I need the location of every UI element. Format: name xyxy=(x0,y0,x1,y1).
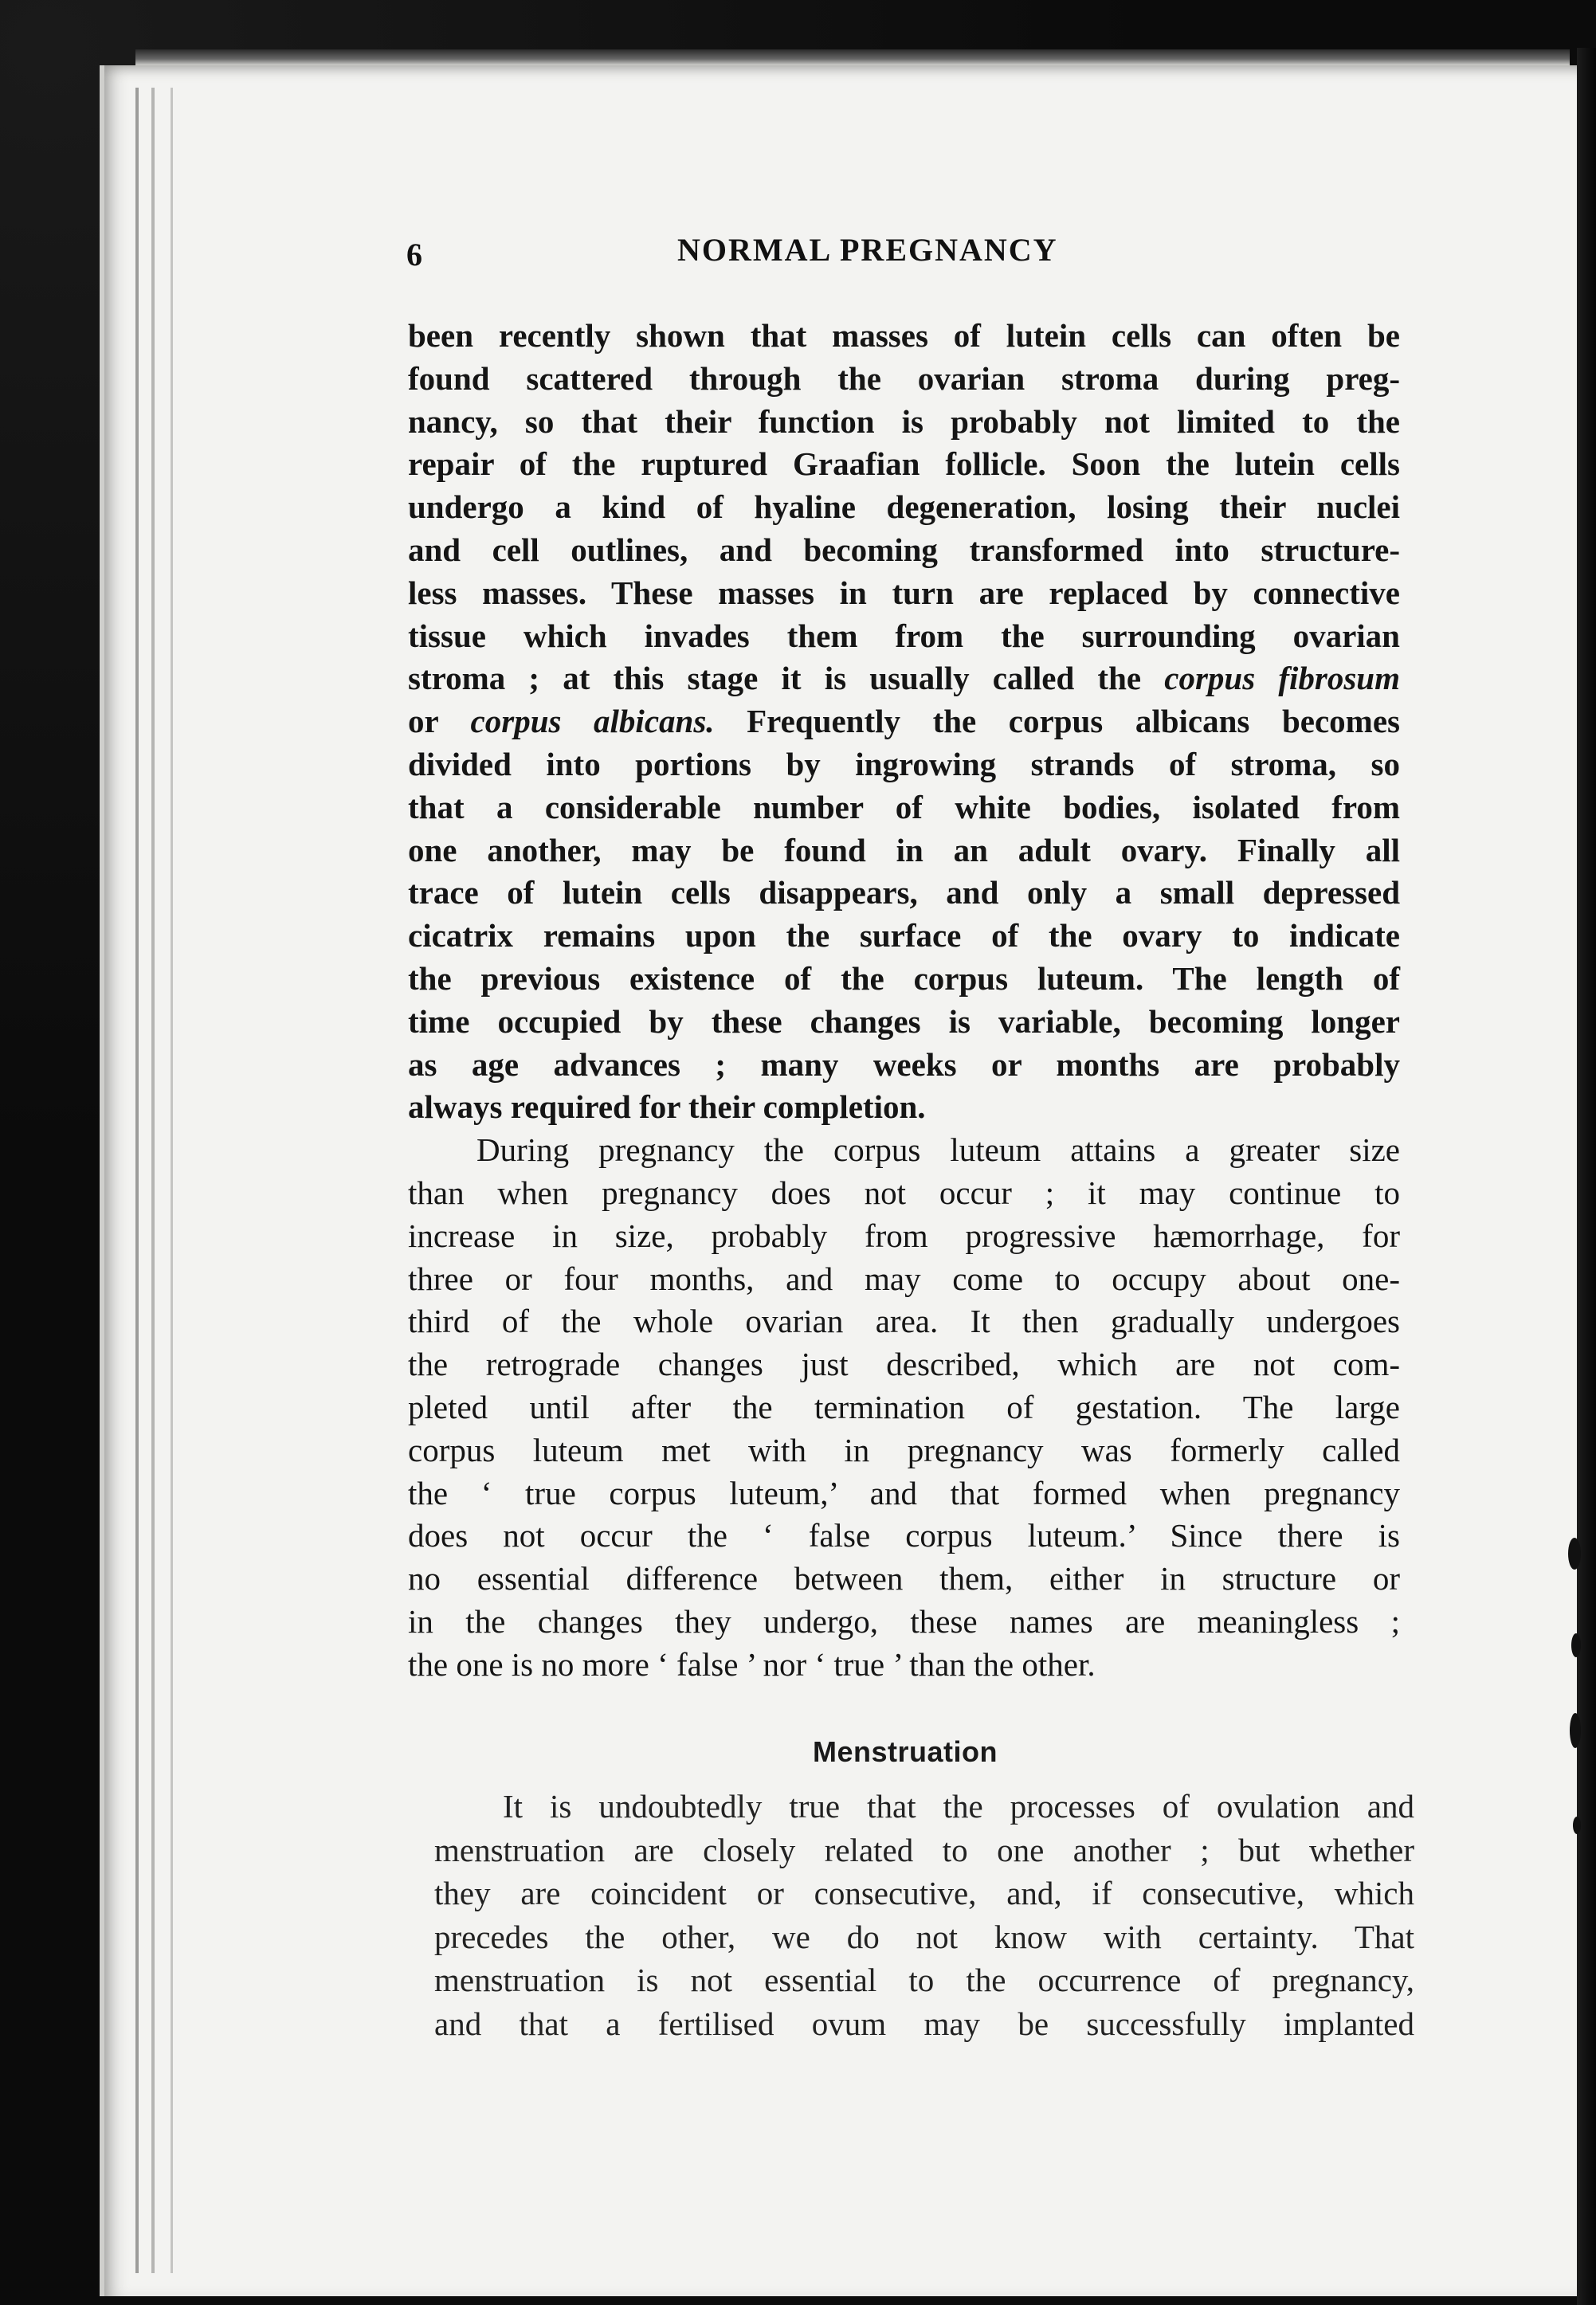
text-line: trace of lutein cells disappears, and only a small depressed xyxy=(408,874,1400,911)
text-line: nancy, so that their function is probably not limited to the xyxy=(408,402,1400,440)
text-line: as age advances ; many weeks or months are probably xyxy=(408,1045,1400,1083)
text-line: time occupied by these changes is variable, becoming longer xyxy=(408,1002,1400,1040)
text-line: increase in size, probably from progressive hæmorrhage, for xyxy=(408,1217,1400,1254)
page-speck xyxy=(1568,1538,1581,1570)
section-heading: Menstruation xyxy=(813,1735,998,1768)
text-line: During pregnancy the corpus luteum attains a greater size xyxy=(476,1131,1400,1169)
text-line: third of the whole ovarian area. It then gradually undergoes xyxy=(408,1303,1400,1340)
text-line: one another, may be found in an adult ovary. Finally all xyxy=(408,831,1400,868)
page-edge-line xyxy=(171,88,173,2273)
text-line: precedes the other, we do not know with certainty. That xyxy=(434,1918,1414,1955)
text-line: undergo a kind of hyaline degeneration, losing their nuclei xyxy=(408,488,1400,526)
text-line: less masses. These masses in turn are replaced by connective xyxy=(408,574,1400,611)
text-line: the ‘ true corpus luteum,’ and that formed when pregnancy xyxy=(408,1474,1400,1511)
page-top-edge xyxy=(135,49,1570,65)
running-title: NORMAL PREGNANCY xyxy=(677,232,1058,268)
text-line: the previous existence of the corpus luteum. The length of xyxy=(408,959,1400,997)
text-line: does not occur the ‘ false corpus luteum.’ Since there is xyxy=(408,1517,1400,1554)
page-speck xyxy=(1573,1817,1581,1834)
text-line: pleted until after the termination of gestation. The large xyxy=(408,1388,1400,1425)
text-line: and cell outlines, and becoming transformed into structure- xyxy=(408,531,1400,568)
text-line: that a considerable number of white bodies, isolated from xyxy=(408,788,1400,825)
page-edge-line xyxy=(151,88,155,2273)
page-number: 6 xyxy=(406,237,423,272)
text-line: menstruation are closely related to one another ; but whether xyxy=(434,1831,1414,1868)
text-line: or corpus albicans. Frequently the corpus albicans becomes xyxy=(408,703,1400,740)
text-line: corpus luteum met with in pregnancy was formerly called xyxy=(408,1431,1400,1468)
text-line: cicatrix remains upon the surface of the ovary to indicate xyxy=(408,917,1400,955)
page-speck xyxy=(1571,1633,1581,1657)
text-line: and that a fertilised ovum may be successfully implanted xyxy=(434,2005,1414,2042)
page-edge-line xyxy=(135,88,139,2273)
text-line: It is undoubtedly true that the processes of ovulation and xyxy=(503,1788,1414,1825)
text-line: than when pregnancy does not occur ; it may continue to xyxy=(408,1174,1400,1211)
text-line: always required for their completion. xyxy=(408,1088,926,1126)
running-head xyxy=(406,231,1203,279)
latin-term: corpus albicans. xyxy=(470,703,715,740)
text-line: the retrograde changes just described, which are not com- xyxy=(408,1346,1400,1383)
text-line: no essential difference between them, either in structure or xyxy=(408,1560,1400,1597)
text-line: they are coincident or consecutive, and, if consecutive, which xyxy=(434,1875,1414,1911)
paragraph-1 xyxy=(408,315,1400,1687)
text-line: found scattered through the ovarian stroma during preg- xyxy=(408,359,1400,397)
text-line: the one is no more ‘ false ’ nor ‘ true ’ than the other. xyxy=(408,1645,1096,1683)
text-line: tissue which invades them from the surrounding ovarian xyxy=(408,617,1400,654)
text-line: divided into portions by ingrowing strands of stroma, so xyxy=(408,745,1400,782)
text-line: menstruation is not essential to the occurrence of pregnancy, xyxy=(434,1962,1414,1998)
text-line: been recently shown that masses of lutein cells can often be xyxy=(408,317,1400,354)
text-line: in the changes they undergo, these names are meaningless ; xyxy=(408,1602,1400,1640)
page-speck xyxy=(1570,1713,1581,1748)
paragraph-3 xyxy=(434,1785,1414,2045)
binding-edge xyxy=(1577,48,1596,2305)
text-line: stroma ; at this stage it is usually called the corpus fibrosum xyxy=(408,660,1400,697)
latin-term: corpus fibrosum xyxy=(1164,660,1400,697)
text-line: repair of the ruptured Graafian follicle. Soon the lutein cells xyxy=(408,445,1400,483)
text-line: three or four months, and may come to occupy about one- xyxy=(408,1260,1400,1297)
